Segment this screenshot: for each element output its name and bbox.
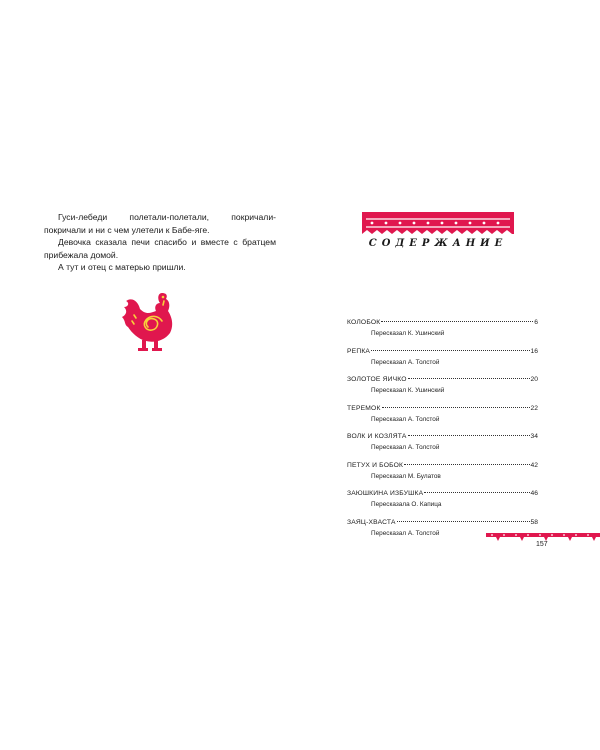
toc-title: РЕПКА xyxy=(347,347,371,355)
toc-retold-by: Пересказала О. Капица xyxy=(371,501,442,508)
toc-retold-by: Пересказал А. Толстой xyxy=(371,529,440,537)
toc-retold-by: Пересказал А. Толстой xyxy=(371,415,440,423)
toc-page-number: 46 xyxy=(530,490,538,497)
story-paragraph-1: Гуси-лебеди полетали-полетали, покричали-покричали и ни с чем улетели к Бабе-яге. xyxy=(44,212,276,235)
toc-leader-dots xyxy=(381,321,533,322)
toc-retold-by: Пересказал М. Булатов xyxy=(371,472,441,480)
toc-leader-dots xyxy=(424,492,529,493)
table-of-contents xyxy=(347,319,538,547)
toc-page-number: 22 xyxy=(530,404,538,412)
toc-leader-dots xyxy=(371,350,529,351)
toc-page-number: 20 xyxy=(530,376,538,383)
toc-leader-dots xyxy=(408,435,530,436)
toc-entry[interactable] xyxy=(347,433,538,452)
toc-entry[interactable] xyxy=(347,405,538,424)
toc-entry[interactable] xyxy=(347,348,538,367)
toc-retold-by: Пересказал К. Ушинский xyxy=(371,387,445,394)
toc-leader-dots xyxy=(397,521,530,522)
toc-title: ЗОЛОТОЕ ЯИЧКО xyxy=(347,376,407,383)
toc-title: КОЛОБОК xyxy=(347,319,381,326)
toc-retold-by: Пересказал К. Ушинский xyxy=(371,330,445,337)
toc-page-number: 42 xyxy=(530,461,538,469)
story-text xyxy=(44,211,276,274)
toc-title: ТЕРЕМОК xyxy=(347,404,381,412)
toc-page-number: 34 xyxy=(530,433,538,440)
toc-entry[interactable] xyxy=(347,462,538,481)
toc-page-number: 16 xyxy=(530,347,538,355)
heading-ornament xyxy=(362,212,514,234)
toc-page-number: 6 xyxy=(534,319,538,326)
toc-entry[interactable] xyxy=(347,376,538,395)
toc-page-number: 58 xyxy=(530,518,538,526)
toc-entry[interactable] xyxy=(347,490,538,509)
toc-leader-dots xyxy=(404,464,529,465)
toc-title: ВОЛК И КОЗЛЯТА xyxy=(347,433,407,440)
rooster-icon xyxy=(118,287,184,353)
toc-entry[interactable] xyxy=(347,319,538,338)
contents-heading: СОДЕРЖАНИЕ xyxy=(368,238,508,249)
toc-leader-dots xyxy=(382,407,530,408)
story-paragraph-2: Девочка сказала печи спасибо и вместе с братцем прибежала домой. xyxy=(44,237,276,260)
toc-retold-by: Пересказал А. Толстой xyxy=(371,358,440,366)
page-number: 157 xyxy=(536,541,548,548)
toc-title: ПЕТУХ И БОБОК xyxy=(347,461,404,469)
toc-title: ЗАЯЦ-ХВАСТА xyxy=(347,518,396,526)
toc-leader-dots xyxy=(408,378,530,379)
toc-title: ЗАЮШКИНА ИЗБУШКА xyxy=(347,490,424,497)
story-paragraph-3: А тут и отец с матерью пришли. xyxy=(58,262,186,272)
toc-retold-by: Пересказал А. Толстой xyxy=(371,444,440,451)
